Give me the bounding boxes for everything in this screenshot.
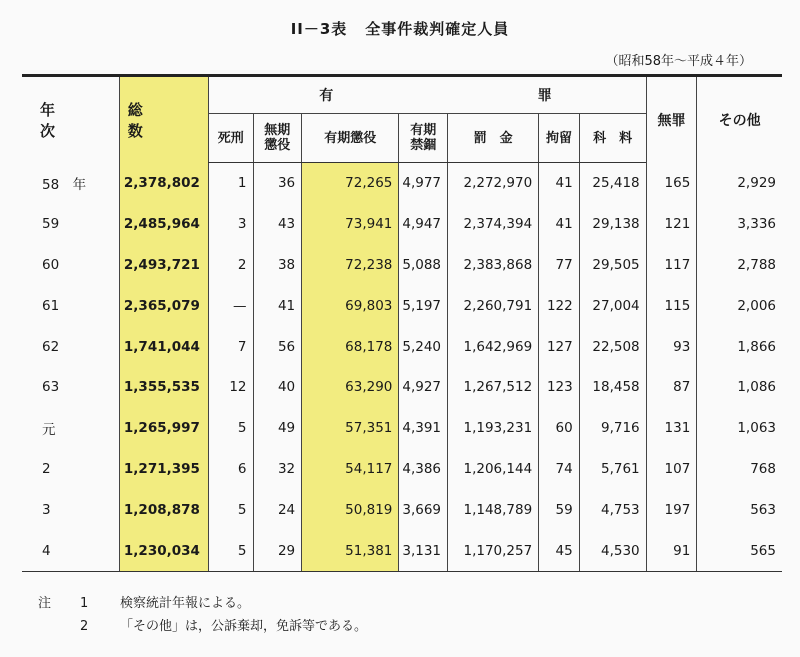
cell-limited: 72,238 <box>302 245 399 286</box>
table-row <box>22 530 782 571</box>
table-row <box>22 489 782 530</box>
cell-acquitted: 115 <box>646 285 697 326</box>
cell-detention: 60 <box>539 408 580 449</box>
cell-limited: 57,351 <box>302 408 399 449</box>
cell-year: 元 <box>42 422 56 439</box>
cell-other: 2,929 <box>697 163 782 204</box>
cell-petty-fine: 22,508 <box>579 326 646 367</box>
cell-total: 2,493,721 <box>119 245 208 286</box>
cell-acquitted: 93 <box>646 326 697 367</box>
cell-year: 59 <box>42 216 60 233</box>
cell-death: 12 <box>208 367 253 408</box>
cell-imprisonment: 5,088 <box>399 245 448 286</box>
cell-year: 4 <box>22 530 119 571</box>
cell-limited: 72,265 <box>302 163 399 204</box>
cell-petty-fine: 9,716 <box>579 408 646 449</box>
cell-fine: 1,206,144 <box>448 449 539 490</box>
cell-detention: 74 <box>539 449 580 490</box>
cell-other: 565 <box>697 530 782 571</box>
table-number: II－3表 <box>290 20 348 38</box>
note-number: 2 <box>80 619 89 634</box>
cell-death: 5 <box>208 489 253 530</box>
note-item <box>38 615 367 638</box>
cell-total: 2,378,802 <box>119 163 208 204</box>
cell-fine: 1,267,512 <box>448 367 539 408</box>
cell-death: 7 <box>208 326 253 367</box>
cell-fine: 2,374,394 <box>448 204 539 245</box>
cell-detention: 77 <box>539 245 580 286</box>
cell-petty-fine: 27,004 <box>579 285 646 326</box>
cell-imprisonment: 5,197 <box>399 285 448 326</box>
cell-imprisonment: 4,947 <box>399 204 448 245</box>
cell-life: 29 <box>253 530 302 571</box>
cell-imprisonment: 4,391 <box>399 408 448 449</box>
cell-detention: 123 <box>539 367 580 408</box>
cell-death: 3 <box>208 204 253 245</box>
cell-other: 3,336 <box>697 204 782 245</box>
table-row <box>22 204 782 245</box>
cell-imprisonment: 4,386 <box>399 449 448 490</box>
cell-petty-fine: 18,458 <box>579 367 646 408</box>
cell-limited: 54,117 <box>302 449 399 490</box>
data-table-container <box>22 74 782 572</box>
note-item <box>38 592 367 615</box>
table-body <box>22 163 782 572</box>
header-year: 年 次 <box>40 100 111 140</box>
header-guilty: 有 <box>208 76 447 114</box>
cell-imprisonment: 3,669 <box>399 489 448 530</box>
cell-total: 1,230,034 <box>119 530 208 571</box>
cell-detention: 45 <box>539 530 580 571</box>
cell-other: 768 <box>697 449 782 490</box>
table-row <box>22 408 782 449</box>
cell-other: 1,063 <box>697 408 782 449</box>
cell-death: 5 <box>208 530 253 571</box>
cell-other: 1,086 <box>697 367 782 408</box>
cell-limited: 63,290 <box>302 367 399 408</box>
cell-limited: 50,819 <box>302 489 399 530</box>
data-table <box>22 74 782 572</box>
cell-fine: 2,272,970 <box>448 163 539 204</box>
header-life: 無期懲役 <box>253 114 302 163</box>
cell-year: 58 年 <box>42 177 87 194</box>
cell-limited: 68,178 <box>302 326 399 367</box>
cell-limited: 73,941 <box>302 204 399 245</box>
cell-year: 60 <box>42 256 60 273</box>
cell-acquitted: 165 <box>646 163 697 204</box>
cell-petty-fine: 25,418 <box>579 163 646 204</box>
notes <box>38 592 367 638</box>
cell-petty-fine: 4,753 <box>579 489 646 530</box>
cell-petty-fine: 29,138 <box>579 204 646 245</box>
header-guilty-2: 罪 <box>448 76 647 114</box>
cell-fine: 1,642,969 <box>448 326 539 367</box>
cell-detention: 41 <box>539 204 580 245</box>
cell-death: — <box>208 285 253 326</box>
notes-label: 注 <box>38 596 52 611</box>
cell-life: 40 <box>253 367 302 408</box>
cell-fine: 2,383,868 <box>448 245 539 286</box>
cell-life: 24 <box>253 489 302 530</box>
note-text: 検察統計年報による。 <box>120 596 251 611</box>
cell-total: 1,741,044 <box>119 326 208 367</box>
cell-other: 563 <box>697 489 782 530</box>
cell-total: 2,485,964 <box>119 204 208 245</box>
cell-detention: 122 <box>539 285 580 326</box>
cell-total: 1,265,997 <box>119 408 208 449</box>
cell-life: 49 <box>253 408 302 449</box>
cell-life: 36 <box>253 163 302 204</box>
cell-life: 32 <box>253 449 302 490</box>
cell-year: 63 <box>42 379 60 396</box>
header-imprisonment: 有期禁錮 <box>399 114 448 163</box>
table-row <box>22 245 782 286</box>
period-label: （昭和58年～平成４年） <box>605 54 752 69</box>
cell-petty-fine: 4,530 <box>579 530 646 571</box>
cell-detention: 41 <box>539 163 580 204</box>
cell-fine: 2,260,791 <box>448 285 539 326</box>
cell-death: 2 <box>208 245 253 286</box>
cell-life: 43 <box>253 204 302 245</box>
cell-other: 2,788 <box>697 245 782 286</box>
cell-acquitted: 131 <box>646 408 697 449</box>
cell-petty-fine: 29,505 <box>579 245 646 286</box>
table-row <box>22 285 782 326</box>
header-other: その他 <box>697 76 782 163</box>
table-title <box>0 18 800 39</box>
cell-other: 1,866 <box>697 326 782 367</box>
cell-imprisonment: 4,977 <box>399 163 448 204</box>
table-caption: 全事件裁判確定人員 <box>365 20 510 38</box>
cell-petty-fine: 5,761 <box>579 449 646 490</box>
header-total: 総 数 <box>119 76 208 163</box>
cell-limited: 69,803 <box>302 285 399 326</box>
header-petty-fine: 科 料 <box>579 114 646 163</box>
cell-fine: 1,193,231 <box>448 408 539 449</box>
table-row <box>22 163 782 204</box>
cell-total: 1,208,878 <box>119 489 208 530</box>
table-row <box>22 367 782 408</box>
cell-other: 2,006 <box>697 285 782 326</box>
cell-total: 1,355,535 <box>119 367 208 408</box>
note-text: 「その他」は，公訴棄却，免訴等である。 <box>120 619 368 634</box>
table-row <box>22 449 782 490</box>
cell-year: 2 <box>42 460 51 477</box>
cell-acquitted: 121 <box>646 204 697 245</box>
cell-total: 2,365,079 <box>119 285 208 326</box>
cell-detention: 59 <box>539 489 580 530</box>
cell-acquitted: 107 <box>646 449 697 490</box>
cell-fine: 1,148,789 <box>448 489 539 530</box>
cell-imprisonment: 5,240 <box>399 326 448 367</box>
cell-death: 5 <box>208 408 253 449</box>
cell-imprisonment: 3,131 <box>399 530 448 571</box>
header-detention: 拘留 <box>539 114 580 163</box>
header-death: 死刑 <box>208 114 253 163</box>
cell-life: 41 <box>253 285 302 326</box>
header-fine: 罰 金 <box>448 114 539 163</box>
cell-total: 1,271,395 <box>119 449 208 490</box>
cell-year: 62 <box>42 338 60 355</box>
note-number: 1 <box>80 596 89 611</box>
cell-acquitted: 197 <box>646 489 697 530</box>
cell-detention: 127 <box>539 326 580 367</box>
cell-year: 61 <box>42 297 60 314</box>
cell-life: 56 <box>253 326 302 367</box>
cell-acquitted: 117 <box>646 245 697 286</box>
cell-limited: 51,381 <box>302 530 399 571</box>
header-acquitted: 無罪 <box>646 76 697 163</box>
cell-death: 6 <box>208 449 253 490</box>
table-row <box>22 326 782 367</box>
cell-acquitted: 91 <box>646 530 697 571</box>
header-limited: 有期懲役 <box>302 114 399 163</box>
cell-year: 3 <box>42 501 51 518</box>
cell-fine: 1,170,257 <box>448 530 539 571</box>
cell-life: 38 <box>253 245 302 286</box>
cell-imprisonment: 4,927 <box>399 367 448 408</box>
cell-death: 1 <box>208 163 253 204</box>
cell-acquitted: 87 <box>646 367 697 408</box>
